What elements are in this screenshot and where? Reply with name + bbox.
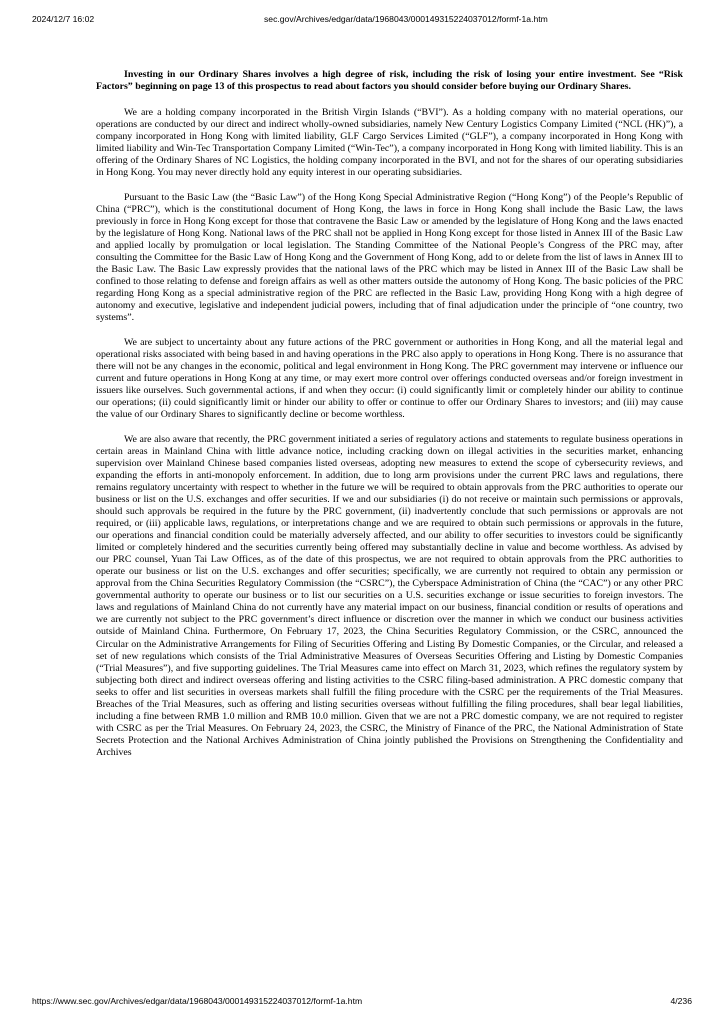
prospectus-body bbox=[96, 69, 683, 771]
browser-print-header bbox=[0, 14, 724, 26]
print-page-number: 4/236 bbox=[670, 996, 692, 1006]
browser-print-footer bbox=[0, 996, 724, 1008]
print-datetime: 2024/12/7 16:02 bbox=[32, 14, 95, 24]
print-url: https://www.sec.gov/Archives/edgar/data/1968043/000149315224037012/formf-1a.htm bbox=[32, 996, 363, 1006]
paragraph-uncertainty: We are subject to uncertainty about any future actions of the PRC government or authorities in Hong Kong, and all the material legal and operational risks associated with being based in and having operations in the PRC also apply to operations in Hong Kong. There is no assurance that there will not be any changes in the economic, political and legal environment in Hong Kong. The PRC government may intervene or influence our current and future operations in Hong Kong at any time, or may exert more control over offerings conducted overseas and/or foreign investment in issuers like ourselves. Such governmental actions, if and when they occur: (i) could significantly limit or completely hinder our ability to continue our operations; (ii) could significantly limit or hinder our ability to offer or continue to offer our Ordinary Shares to investors; and (iii) may cause the value of our Ordinary Shares to significantly decline or become worthless. bbox=[96, 336, 683, 421]
paragraph-basic-law: Pursuant to the Basic Law (the “Basic Law”) of the Hong Kong Special Administrative Region (“Hong Kong”) of the People’s Republic of China (“PRC”), which is the constitutional document of Hong Kong, the laws in force in Hong Kong shall include the Basic Law, the laws previously in force in Hong Kong except for those that contravene the Basic Law or amended by the legislature of Hong Kong and the laws enacted by the legislature of Hong Kong. National laws of the PRC shall not be applied in Hong Kong except for those listed in Annex III of the Basic Law and applied locally by promulgation or local legislation. The Standing Committee of the National People’s Congress of the PRC may, after consulting the Committee for the Basic Law of Hong Kong and the Government of Hong Kong, add to or delete from the list of laws in Annex III to the Basic Law. The Basic Law expressly provides that the national laws of the PRC which may be listed in Annex III of the Basic Law shall be confined to those relating to defense and foreign affairs as well as other matters outside the autonomy of Hong Kong. The basic policies of the PRC regarding Hong Kong as a special administrative region of the PRC are reflected in the Basic Law, providing Hong Kong with a high degree of autonomy and executive, legislative and independent judicial powers, including that of final adjudication under the principle of “one country, two systems”. bbox=[96, 191, 683, 324]
risk-statement: Investing in our Ordinary Shares involves a high degree of risk, including the risk of losing your entire investment. See “Risk Factors” beginning on page 13 of this prospectus to read about factors you should consider before buying our Ordinary Shares. bbox=[96, 69, 683, 93]
paragraph-regulatory-actions: We are also aware that recently, the PRC government initiated a series of regulatory actions and statements to regulate business operations in certain areas in Mainland China with little advance notice, including cracking down on illegal activities in the securities market, enhancing supervision over Mainland Chinese based companies listed overseas, adopting new measures to extend the scope of cybersecurity reviews, and expanding the efforts in anti-monopoly enforcement. In addition, due to long arm provisions under the current PRC laws and regulations, there remains regulatory uncertainty with respect to whether in the future we will be required to obtain approvals from the PRC authorities to operate our business or list on the U.S. exchanges and offer securities. If we and our subsidiaries (i) do not receive or maintain such permissions or approvals, should such approvals be required in the future by the PRC government, (ii) inadvertently conclude that such permissions or approvals are not required, or (iii) applicable laws, regulations, or interpretations change and we are required to obtain such permissions or approvals in the future, our operations and financial condition could be materially adversely affected, and our ability to offer securities to investors could be significantly limited or completely hindered and the securities currently being offered may substantially decline in value and become worthless. As advised by our PRC counsel, Yuan Tai Law Offices, as of the date of this prospectus, we are not required to obtain approvals from the PRC authorities to operate our business or list on the U.S. exchanges and offer securities; specifically, we are currently not required to obtain any permission or approval from the China Securities Regulatory Commission (the “CSRC”), the Cyberspace Administration of China (the “CAC”) or any other PRC governmental authority to operate our business or to list our securities on a U.S. securities exchange or issue securities to foreign investors. The laws and regulations of Mainland China do not currently have any material impact on our business, financial condition or results of operations and we are currently not subject to the PRC government’s direct influence or discretion over the manner in which we conduct our business activities outside of Mainland China. Furthermore, On February 17, 2023, the China Securities Regulatory Commission, or the CSRC, announced the Circular on the Administrative Arrangements for Filing of Securities Offering and Listing By Domestic Companies, or the Circular, and released a set of new regulations which consists of the Trial Administrative Measures of Overseas Securities Offering and Listing by Domestic Companies (“Trial Measures”), and five supporting guidelines. The Trial Measures came into effect on March 31, 2023, which refines the regulatory system by subjecting both direct and indirect overseas offering and listing activities to the CSRC filing-based administration. A PRC domestic company that seeks to offer and list securities in overseas markets shall fulfill the filing procedure with the CSRC per the requirements of the Trial Measures. Breaches of the Trial Measures, such as offering and listing securities overseas without fulfilling the filing procedures, shall bear legal liabilities, including a fine between RMB 1.0 million and RMB 10.0 million. Given that we are not a PRC domestic company, we are not required to register with CSRC as per the Trial Measures. On February 24, 2023, the CSRC, the Ministry of Finance of the PRC, the National Administration of State Secrets Protection and the National Archives Administration of China jointly published the Provisions on Strengthening the Confidentiality and Archives bbox=[96, 433, 683, 758]
print-page-title: sec.gov/Archives/edgar/data/1968043/000149315224037012/formf-1a.htm bbox=[264, 14, 548, 24]
paragraph-holding-company: We are a holding company incorporated in the British Virgin Islands (“BVI”). As a holding company with no material operations, our operations are conducted by our direct and indirect wholly-owned subsidiaries, namely New Century Logistics Company Limited (“NCL (HK)”), a company incorporated in Hong Kong with limited liability, GLF Cargo Services Limited (“GLF”), a company incorporated in Hong Kong with limited liability and Win-Tec Transportation Company Limited (“Win-Tec”), a company incorporated in Hong Kong with limited liability. This is an offering of the Ordinary Shares of NC Logistics, the holding company incorporated in the BVI, and not for the shares of our operating subsidiaries in Hong Kong. You may never directly hold any equity interest in our operating subsidiaries. bbox=[96, 107, 683, 179]
